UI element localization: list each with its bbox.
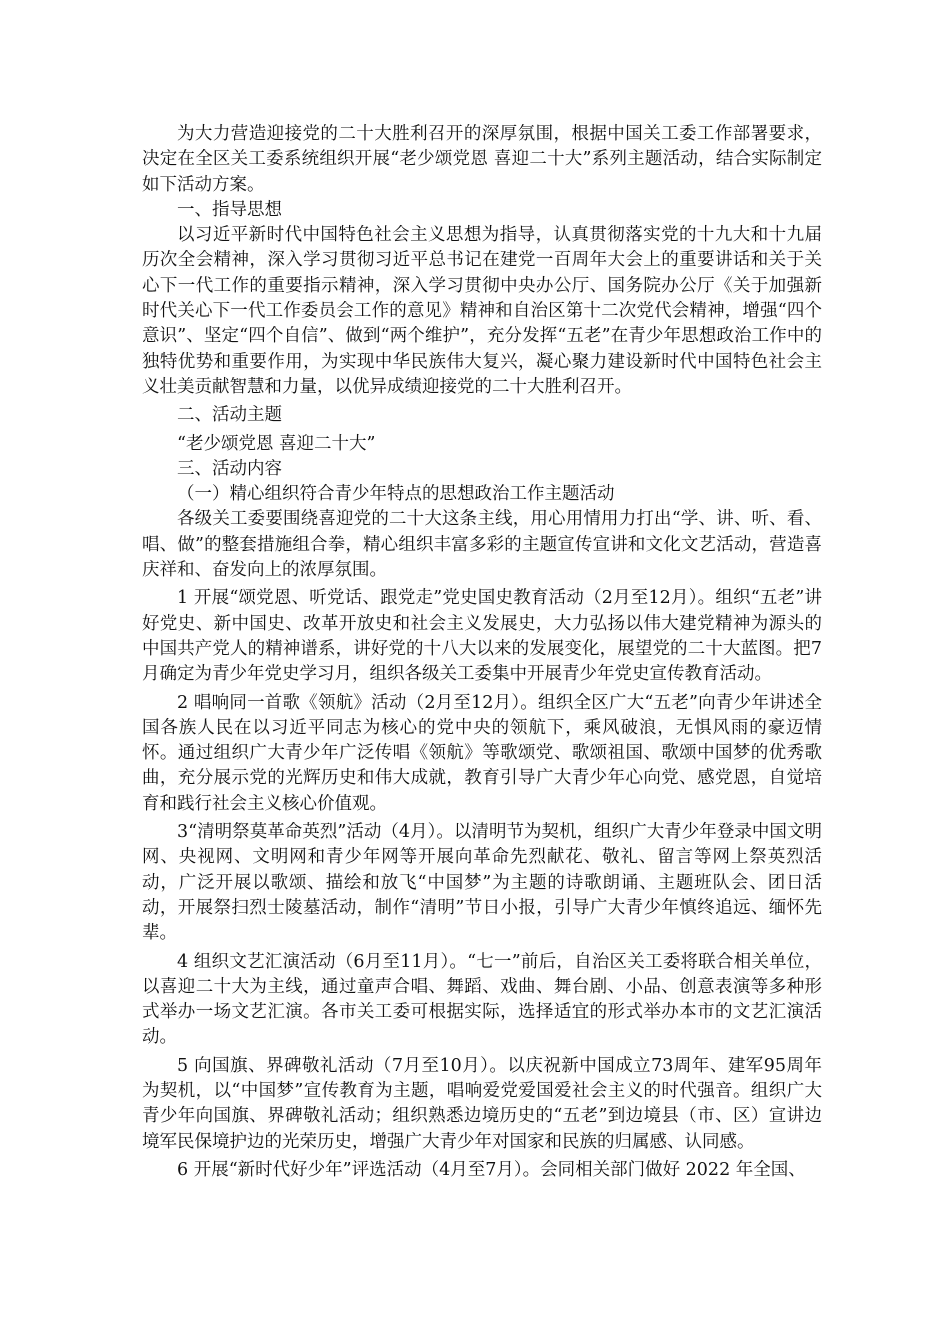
item-3-paragraph: 3“清明祭莫革命英烈”活动（4月）。以清明节为契机，组织广大青少年登录中国文明网、央视网、文明网和青少年网等开展向革命先烈献花、敬礼、留言等网上祭英烈活动，广泛开展以歌颂、描绘和放飞“中国梦”为主题的诗歌朗诵、主题班队会、团日活动，开展祭扫烈士陵墓活动，制作“清明”节日小报，引导广大青少年慎终追远、缅怀先辈。 — [142, 822, 822, 944]
activity-theme-text: “老少颂党恩 喜迎二十大” — [177, 433, 376, 454]
item-4-paragraph: 4 组织文艺汇演活动（6月至11月）。“七一”前后，自治区关工委将联合相关单位，以喜迎二十大为主线，通过童声合唱、舞蹈、戏曲、舞台剧、小品、创意表演等多种形式举办一场文艺汇演。各市关工委可根据实际，选择适宜的形式举办本市的文艺汇演活动。 — [142, 951, 822, 1048]
item-1-paragraph: 1 开展“颂党恩、听党话、跟党走”党史国史教育活动（2月至12月）。组织“五老”讲好党史、新中国史、改革开放史和社会主义发展史，大力弘扬以伟大建党精神为源头的中国共产党人的精神谱系，讲好党的十八大以来的发展变化，展望党的二十大蓝图。把7月确定为青少年党史学习月，组织各级关工委集中开展青少年党史宣传教育活动。 — [142, 588, 822, 685]
item-6-paragraph: 6 开展“新时代好少年”评选活动（4月至7月）。会同相关部门做好 2022 年全国、 — [177, 1159, 806, 1180]
subsection-heading-1: （一）精心组织符合青少年特点的思想政治工作主题活动 — [177, 484, 615, 505]
subsection-1-paragraph: 各级关工委要围绕喜迎党的二十大这条主线，用心用情用力打出“学、讲、听、看、唱、做”的整套措施组合拳，精心组织丰富多彩的主题宣传宣讲和文化文艺活动，营造喜庆祥和、奋发向上的浓厚氛围。 — [142, 509, 822, 581]
intro-paragraph: 为大力营造迎接党的二十大胜利召开的深厚氛围，根据中国关工委工作部署要求，决定在全区关工委系统组织开展“老少颂党恩 喜迎二十大”系列主题活动，结合实际制定如下活动方案。 — [142, 124, 822, 195]
document-body — [142, 122, 822, 1183]
item-5-paragraph: 5 向国旗、界碑敬礼活动（7月至10月）。以庆祝新中国成立73周年、建军95周年为契机，以“中国梦”宣传教育为主题，唱响爱党爱国爱社会主义的时代强音。组织广大青少年向国旗、界碑敬礼活动；组织熟悉边境历史的“五老”到边境县（市、区）宣讲边境军民保境护边的光荣历史，增强广大青少年对国家和民族的归属感、认同感。 — [142, 1055, 822, 1152]
guiding-ideology-paragraph: 以习近平新时代中国特色社会主义思想为指导，认真贯彻落实党的十九大和十九届历次全会精神，深入学习贯彻习近平总书记在建党一百周年大会上的重要讲话和关于关心下一代工作的重要指示精神，深入学习贯彻中央办公厅、国务院办公厅《关于加强新时代关心下一代工作委员会工作的意见》精神和自治区第十二次党代会精神，增强“四个意识”、坚定“四个自信”、做到“两个维护”，充分发挥“五老”在青少年思想政治工作中的独特优势和重要作用，为实现中华民族伟大复兴，凝心聚力建设新时代中国特色社会主义壮美贡献智慧和力量，以优异成绩迎接党的二十大胜利召开。 — [142, 225, 822, 397]
section-heading-activity-theme: 二、活动主题 — [177, 405, 282, 426]
section-heading-guiding-ideology: 一、指导思想 — [177, 199, 282, 220]
section-heading-activity-content: 三、活动内容 — [177, 458, 282, 479]
item-2-paragraph: 2 唱响同一首歌《领航》活动（2月至12月）。组织全区广大“五老”向青少年讲述全国各族人民在以习近平同志为核心的党中央的领航下，乘风破浪，无惧风雨的豪迈情怀。通过组织广大青少年广泛传唱《领航》等歌颂党、歌颂祖国、歌颂中国梦的优秀歌曲，充分展示党的光辉历史和伟大成就，教育引导广大青少年心向党、感党恩，自觉培育和践行社会主义核心价值观。 — [142, 692, 822, 814]
